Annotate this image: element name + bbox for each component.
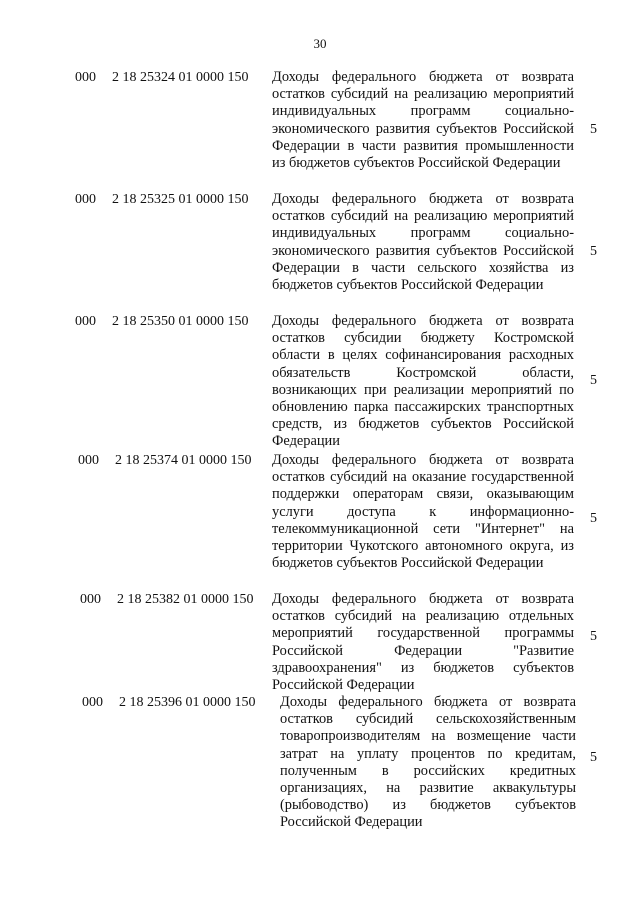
row-value: 5: [590, 244, 597, 259]
budget-classification-code: 2 18 25374 01 0000 150: [115, 453, 252, 468]
income-description: Доходы федерального бюджета от возврата остатков субсидии бюджету Костромской области в целях софинансирования расходных обязательств Костромской области, возникающих при реализации мероприятий по обновлению парка пассажирских транспортных средств, из бюджетов субъектов Российской Федерации: [272, 313, 574, 450]
admin-code: 000: [82, 695, 103, 710]
row-value: 5: [590, 511, 597, 526]
admin-code: 000: [75, 192, 96, 207]
admin-code: 000: [78, 453, 99, 468]
budget-classification-code: 2 18 25324 01 0000 150: [112, 70, 249, 85]
income-description: Доходы федерального бюджета от возврата остатков субсидий сельскохозяйственным товаропроизводителям на возмещение части затрат на уплату процентов по кредитам, полученным в российских кредитных организациях, на развитие аквакультуры (рыбоводство) из бюджетов субъектов Российской Федерации: [280, 694, 576, 831]
budget-classification-code: 2 18 25396 01 0000 150: [119, 695, 256, 710]
income-description: Доходы федерального бюджета от возврата остатков субсидий на реализацию отдельных мероприятий государственной программы Российской Федерации "Развитие здравоохранения" из бюджетов субъектов Российской Федерации: [272, 591, 574, 694]
row-value: 5: [590, 750, 597, 765]
admin-code: 000: [75, 70, 96, 85]
row-value: 5: [590, 373, 597, 388]
budget-classification-code: 2 18 25350 01 0000 150: [112, 314, 249, 329]
budget-classification-code: 2 18 25382 01 0000 150: [117, 592, 254, 607]
page-number: 30: [313, 36, 327, 51]
budget-classification-code: 2 18 25325 01 0000 150: [112, 192, 249, 207]
admin-code: 000: [75, 314, 96, 329]
row-value: 5: [590, 122, 597, 137]
income-description: Доходы федерального бюджета от возврата остатков субсидий на реализацию мероприятий индивидуальных программ социально-экономического развития субъектов Российской Федерации в части сельского хозяйства из бюджетов субъектов Российской Федерации: [272, 191, 574, 294]
income-description: Доходы федерального бюджета от возврата остатков субсидий на оказание государственной поддержки операторам связи, оказывающим услуги доступа к информационно-телекоммуникационной сети "Интернет" на территории Чукотского автономного округа, из бюджетов субъектов Российской Федерации: [272, 452, 574, 572]
admin-code: 000: [80, 592, 101, 607]
income-description: Доходы федерального бюджета от возврата остатков субсидий на реализацию мероприятий индивидуальных программ социально-экономического развития субъектов Российской Федерации в части развития промышленности из бюджетов субъектов Российской Федерации: [272, 69, 574, 172]
row-value: 5: [590, 629, 597, 644]
